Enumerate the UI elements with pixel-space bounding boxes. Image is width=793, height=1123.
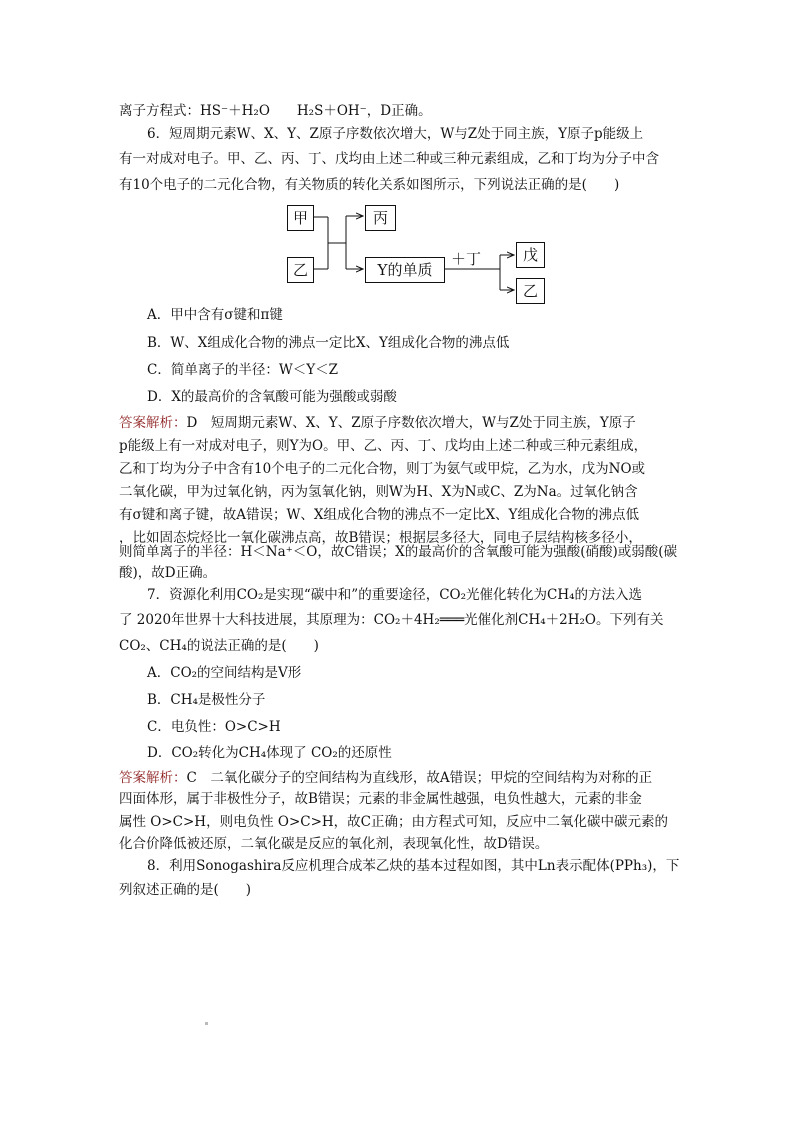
answer-line: 化合价降低被还原，二氧化碳是反应的氧化剂，表现氧化性，故D错误。 <box>119 836 549 852</box>
text-line: 有10个电子的二元化合物，有关物质的转化关系如图所示，下列说法正确的是( ) <box>119 177 620 193</box>
node-yi: 乙 <box>287 257 314 283</box>
option-c: C．电负性：O>C>H <box>147 719 281 735</box>
answer-label: 答案解析： <box>119 770 187 786</box>
text-line: 有一对成对电子。甲、乙、丙、丁、戊均由上述二种或三种元素组成，乙和丁均为分子中含 <box>119 151 659 167</box>
answer-line: ，比如固态烷烃比一氧化碳沸点高，故B错误；根据层多径大，同电子层结构核多径小， <box>119 530 642 546</box>
node-bing: 丙 <box>365 205 396 231</box>
text-line: CO₂、CH₄的说法正确的是( ) <box>119 638 319 654</box>
question-8-text: 8．利用Sonogashira反应机理合成苯乙炔的基本过程如图，其中Ln表示配体(PPh₃)，下 <box>147 858 680 874</box>
answer-line: 答案解析：D 短周期元素W、X、Y、Z原子序数依次增大，W与Z处于同主族，Y原子 <box>119 415 636 431</box>
answer-line: 则简单离子的半径：H＜Na⁺＜O，故C错误；X的最高价的含氧酸可能为强酸(硝酸)或弱酸(碳 <box>119 544 678 560</box>
text-line: 列叙述正确的是( ) <box>119 882 252 898</box>
scan-speck <box>205 1022 208 1025</box>
node-y-element: Y的单质 <box>365 257 445 283</box>
answer-line: 四面体形，属于非极性分子，故B错误；元素的非金属性越强，电负性越大，元素的非金 <box>119 791 642 807</box>
text-line: 了 2020年世界十大科技进展，其原理为：CO₂＋4H₂═══光催化剂CH₄＋2H₂O。下列有关 <box>119 612 664 628</box>
question-6-text: 6．短周期元素W、X、Y、Z原子序数依次增大，W与Z处于同主族，Y原子p能级上 <box>147 126 644 142</box>
answer-line: 二氧化碳，甲为过氧化钠，丙为氢氧化钠，则W为H、X为N或C、Z为Na。过氧化钠含 <box>119 484 638 500</box>
option-c: C．简单离子的半径：W＜Y＜Z <box>147 362 338 378</box>
option-d: D．CO₂转化为CH₄体现了 CO₂的还原性 <box>147 745 392 761</box>
option-b: B．CH₄是极性分子 <box>147 692 266 708</box>
option-b: B．W、X组成化合物的沸点一定比X、Y组成化合物的沸点低 <box>147 335 510 351</box>
answer-line: 属性 O>C>H，则电负性 O>C>H，故C正确；由方程式可知，反应中二氧化碳中碳元素的 <box>119 814 668 830</box>
option-a: A．CO₂的空间结构是V形 <box>147 665 302 681</box>
answer-line: 有σ键和离子键，故A错误；W、X组成化合物的沸点不一定比X、Y组成化合物的沸点低 <box>119 507 639 523</box>
option-d: D．X的最高价的含氧酸可能为强酸或弱酸 <box>147 389 397 405</box>
node-yi-product: 乙 <box>516 278 545 304</box>
text-line: 离子方程式：HS⁻＋H₂O H₂S＋OH⁻，D正确。 <box>119 103 432 119</box>
reagent-label: ＋丁 <box>451 250 482 268</box>
node-jia: 甲 <box>287 205 314 231</box>
option-a: A．甲中含有σ键和π键 <box>147 307 283 323</box>
answer-line: 酸)，故D正确。 <box>119 565 217 581</box>
question-7-text: 7．资源化利用CO₂是实现“碳中和”的重要途径，CO₂光催化转化为CH₄的方法入选 <box>147 587 643 603</box>
answer-label: 答案解析： <box>119 415 187 431</box>
answer-line: 答案解析：C 二氧化碳分子的空间结构为直线形，故A错误；甲烷的空间结构为对称的正 <box>119 770 653 786</box>
node-wu: 戊 <box>516 242 545 268</box>
answer-line: p能级上有一对成对电子，则Y为O。甲、乙、丙、丁、戊均由上述二种或三种元素组成， <box>119 438 648 454</box>
answer-line: 乙和丁均为分子中含有10个电子的二元化合物，则丁为氨气或甲烷，乙为水，戊为NO或 <box>119 461 646 477</box>
